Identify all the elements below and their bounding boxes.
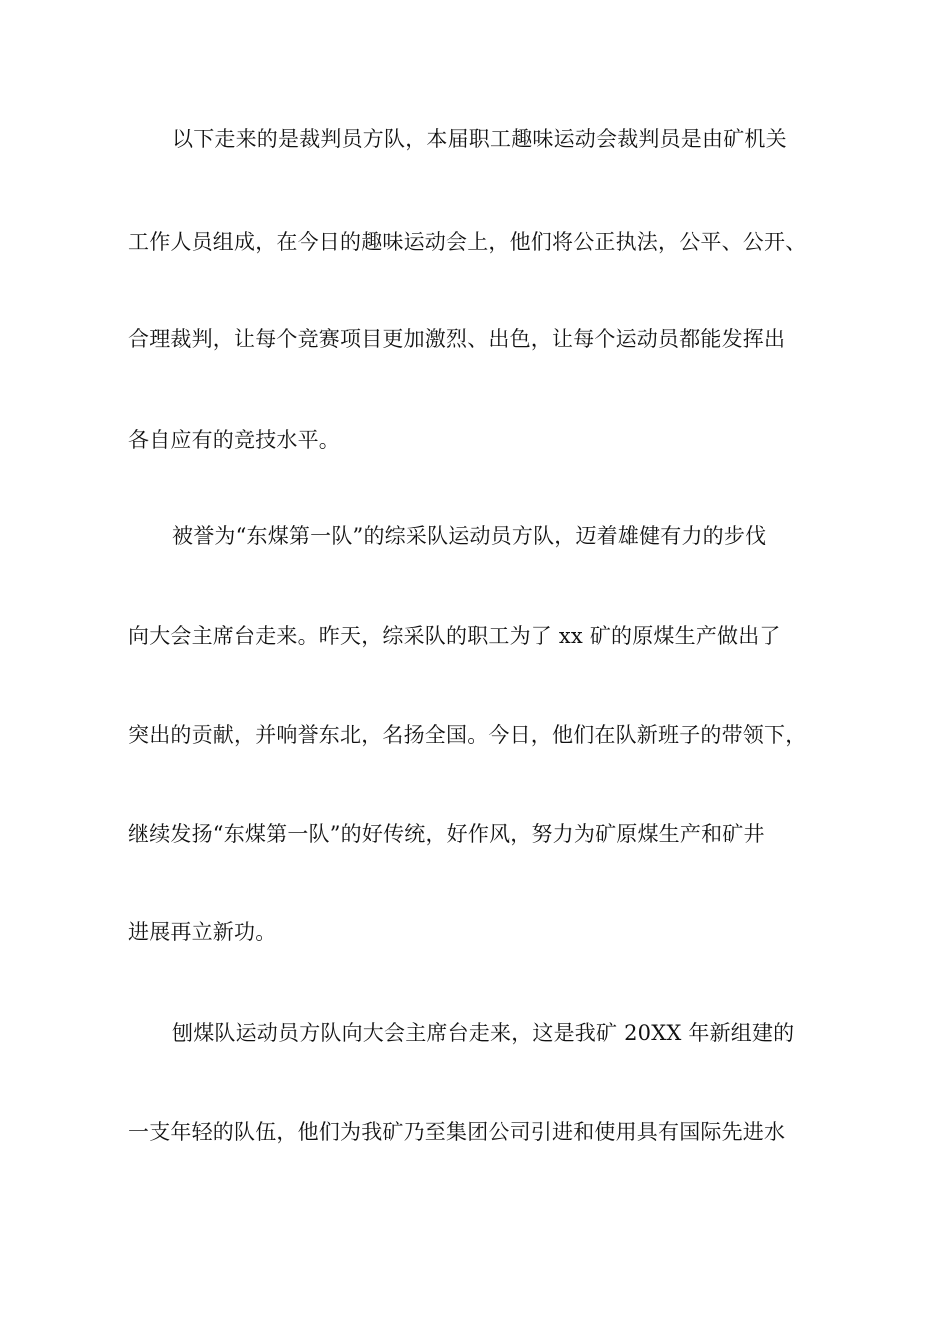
paragraph-2-line-1: 被誉为“东煤第一队”的综采队运动员方队，迈着雄健有力的步伐 — [172, 524, 767, 548]
paragraph-3-line-2: 一支年轻的队伍，他们为我矿乃至集团公司引进和使用具有国际先进水 — [128, 1120, 786, 1144]
paragraph-1-line-1: 以下走来的是裁判员方队，本届职工趣味运动会裁判员是由矿机关 — [172, 127, 787, 151]
paragraph-1-line-2: 工作人员组成，在今日的趣味运动会上，他们将公正执法，公平、公开、 — [128, 230, 807, 254]
paragraph-3-line-1: 刨煤队运动员方队向大会主席台走来，这是我矿 20XX 年新组建的 — [172, 1021, 795, 1045]
paragraph-2-line-5: 进展再立新功。 — [128, 920, 277, 944]
paragraph-2-line-4: 继续发扬“东煤第一队”的好传统，好作风，努力为矿原煤生产和矿井 — [128, 822, 765, 846]
paragraph-2-line-3: 突出的贡献，并响誉东北，名扬全国。今日，他们在队新班子的带领下， — [128, 723, 807, 747]
paragraph-2-line-2: 向大会主席台走来。昨天，综采队的职工为了 xx 矿的原煤生产做出了 — [128, 624, 781, 648]
paragraph-1-line-4: 各自应有的竞技水平。 — [128, 428, 340, 452]
paragraph-1-line-3: 合理裁判，让每个竞赛项目更加激烈、出色，让每个运动员都能发挥出 — [128, 327, 786, 351]
